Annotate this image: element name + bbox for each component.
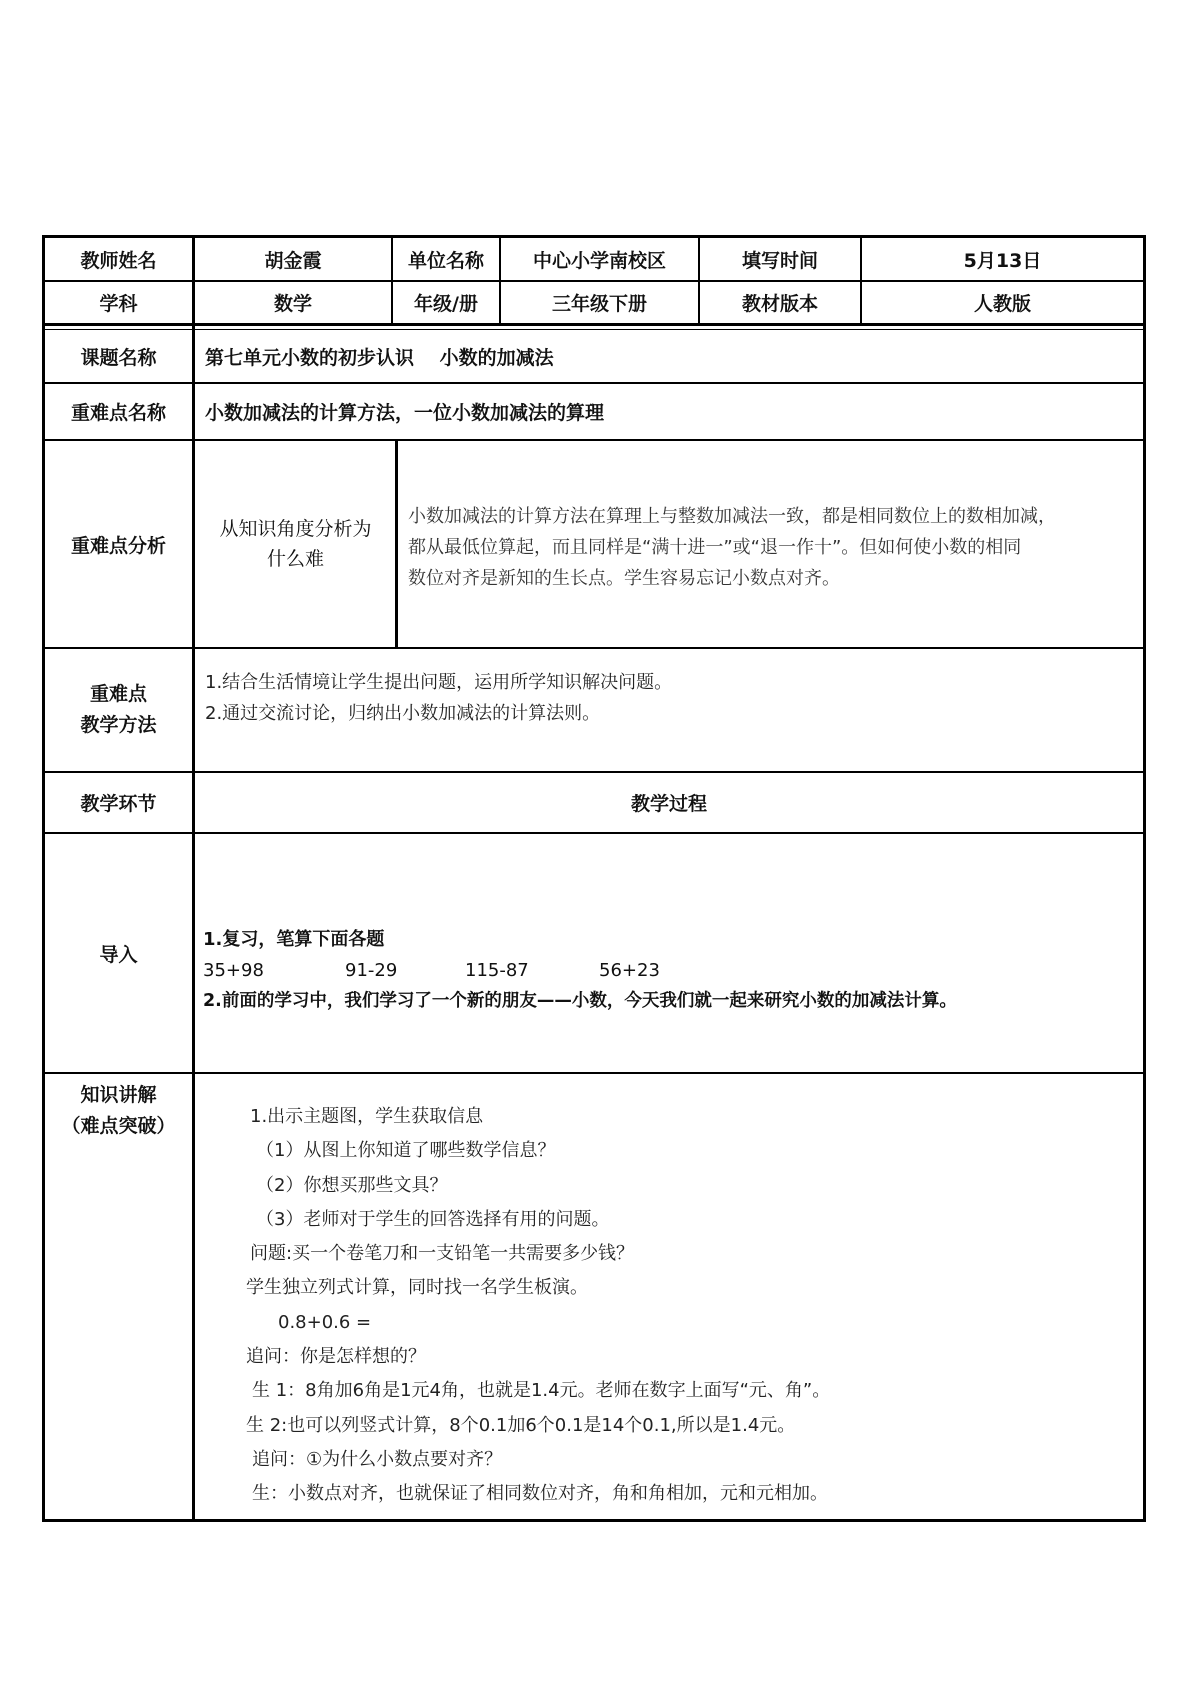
methods-line: 1.结合生活情境让学生提出问题，运用所学知识解决问题。 <box>205 672 673 693</box>
explain-label-line: （难点突破） <box>61 1115 176 1137</box>
exercise: 115-87 <box>465 960 529 981</box>
explain-label-line: 知识讲解 <box>80 1084 157 1106</box>
analysis-divider <box>395 441 398 647</box>
explain-line: 生 2:也可以列竖式计算，8个0.1加6个0.1是14个0.1,所以是1.4元。 <box>246 1414 796 1436</box>
intro-line: 2.前面的学习中，我们学习了一个新的朋友——小数，今天我们就一起来研究小数的加减法计算。 <box>203 991 957 1011</box>
analysis-line: 小数加减法的计算方法在算理上与整数加减法一致，都是相同数位上的数相加减， <box>408 506 1056 527</box>
row-divider-2 <box>42 323 1146 326</box>
methods-text <box>205 667 1135 729</box>
topic-value: 第七单元小数的初步认识 小数的加减法 <box>205 346 554 369</box>
exercise: 91-29 <box>345 960 398 981</box>
explain-line: 生：小数点对齐，也就保证了相同数位对齐，角和角相加，元和元相加。 <box>252 1483 828 1505</box>
explain-line: （1）从图上你知道了哪些数学信息？ <box>256 1140 556 1162</box>
methods-label-line: 重难点 <box>89 683 147 705</box>
subject-label: 学科 <box>99 293 138 315</box>
explain-line: 问题:买一个卷笔刀和一支铅笔一共需要多少钱？ <box>250 1243 635 1265</box>
table-border-right <box>1143 235 1146 1522</box>
key-points-label: 重难点名称 <box>70 402 166 424</box>
explain-line: 1.出示主题图，学生获取信息 <box>250 1106 484 1127</box>
unit-name-value: 中心小学南校区 <box>532 249 666 272</box>
row-divider-7 <box>42 832 1146 834</box>
topic-label: 课题名称 <box>80 346 157 369</box>
explain-line: 学生独立列式计算，同时找一名学生板演。 <box>246 1277 588 1299</box>
explain-text <box>220 1100 1140 1512</box>
subject-value: 数学 <box>273 293 312 315</box>
analysis-line: 都从最低位算起，而且同样是“满十进一”或“退一作十”。但如何使小数的相同 <box>408 537 1022 558</box>
intro-label: 导入 <box>99 943 138 966</box>
key-points-value: 小数加减法的计算方法，一位小数加减法的算理 <box>205 402 605 424</box>
explain-line: 生 1：8角加6角是1元4角，也就是1.4元。老师在数字上面写“元、角”。 <box>252 1380 831 1402</box>
intro-line: 1.复习，笔算下面各题 <box>203 929 385 950</box>
teacher-name-label: 教师姓名 <box>80 249 157 272</box>
section-header-value: 教学过程 <box>630 793 707 815</box>
edition-value: 人教版 <box>973 293 1031 315</box>
explain-line: （3）老师对于学生的回答选择有用的问题。 <box>256 1208 610 1230</box>
fill-time-label: 填写时间 <box>741 249 818 272</box>
edition-label: 教材版本 <box>741 293 818 315</box>
explain-line: （2）你想买那些文具？ <box>256 1174 448 1196</box>
methods-label-line: 教学方法 <box>80 714 157 736</box>
section-header-label: 教学环节 <box>80 793 157 815</box>
explain-label <box>45 1074 192 1154</box>
methods-line: 2.通过交流讨论，归纳出小数加减法的计算法则。 <box>205 703 601 724</box>
analysis-label: 重难点分析 <box>70 534 166 557</box>
methods-label <box>45 649 192 771</box>
row-divider-8 <box>42 1072 1146 1074</box>
analysis-text <box>408 501 1140 594</box>
row-divider-4 <box>42 439 1146 441</box>
grade-label: 年级/册 <box>414 293 478 315</box>
explain-line: 0.8+0.6 = <box>278 1311 372 1333</box>
analysis-sub-label: 从知识角度分析为什么难 <box>219 518 372 570</box>
unit-name-label: 单位名称 <box>407 249 484 272</box>
analysis-line: 数位对齐是新知的生长点。学生容易忘记小数点对齐。 <box>408 568 840 589</box>
exercise: 35+98 <box>203 960 264 981</box>
fill-time-value: 5月13日 <box>963 249 1042 272</box>
explain-line: 追问：你是怎样想的？ <box>246 1346 426 1368</box>
intro-exercises <box>203 955 1138 986</box>
grade-value: 三年级下册 <box>551 293 647 315</box>
teacher-name-value: 胡金霞 <box>264 249 322 272</box>
table-border-bottom <box>42 1519 1146 1522</box>
intro-text <box>203 924 1138 1017</box>
row-divider-5 <box>42 647 1146 649</box>
exercise: 56+23 <box>599 960 660 981</box>
explain-line: 追问：①为什么小数点要对齐？ <box>252 1448 503 1470</box>
